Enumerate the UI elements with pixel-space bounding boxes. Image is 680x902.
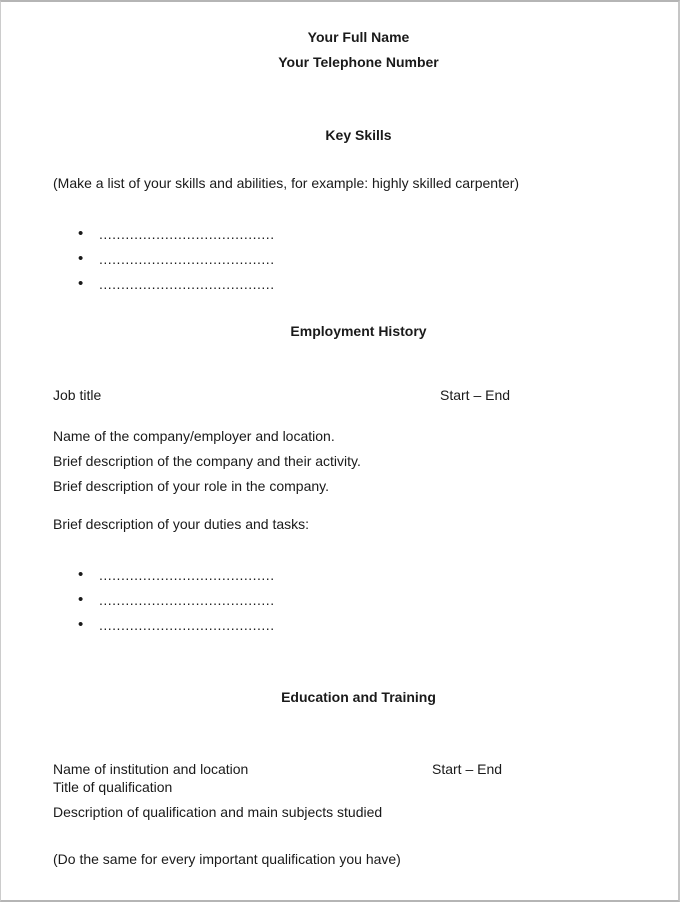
company-line: Name of the company/employer and location.	[53, 428, 335, 444]
education-training-title: Education and Training	[281, 689, 436, 705]
skill-placeholder-item: • ........................................	[53, 275, 664, 293]
job-title-label: Job title	[53, 387, 102, 403]
skills-bullet-list	[53, 225, 664, 293]
skill-placeholder-item: • ........................................	[53, 225, 664, 243]
employment-history-title: Employment History	[290, 323, 427, 339]
duty-placeholder-item: • ........................................	[53, 566, 664, 584]
duty-placeholder-item: • ........................................	[53, 616, 664, 634]
key-skills-hint: (Make a list of your skills and abilities, for example: highly skilled carpenter)	[53, 175, 520, 191]
qualification-description-line: Description of qualification and main subjects studied	[53, 804, 383, 820]
skill-placeholder-item: • ........................................	[53, 250, 664, 268]
key-skills-title: Key Skills	[325, 127, 392, 143]
education-date-range: Start – End	[432, 761, 503, 777]
duties-label: Brief description of your duties and tasks:	[53, 516, 310, 532]
company-activity-line: Brief description of the company and their activity.	[53, 453, 361, 469]
duty-placeholder-item: • ........................................	[53, 591, 664, 609]
full-name-heading: Your Full Name	[307, 29, 410, 45]
job-title-row	[53, 386, 664, 404]
institution-row	[53, 760, 664, 778]
qualification-note: (Do the same for every important qualification you have)	[53, 851, 401, 867]
duties-bullet-list	[53, 566, 664, 634]
employment-date-range: Start – End	[440, 387, 511, 403]
role-line: Brief description of your role in the company.	[53, 478, 329, 494]
institution-label: Name of institution and location	[53, 761, 249, 777]
qualification-title-line: Title of qualification	[53, 779, 173, 795]
telephone-heading: Your Telephone Number	[278, 54, 439, 70]
